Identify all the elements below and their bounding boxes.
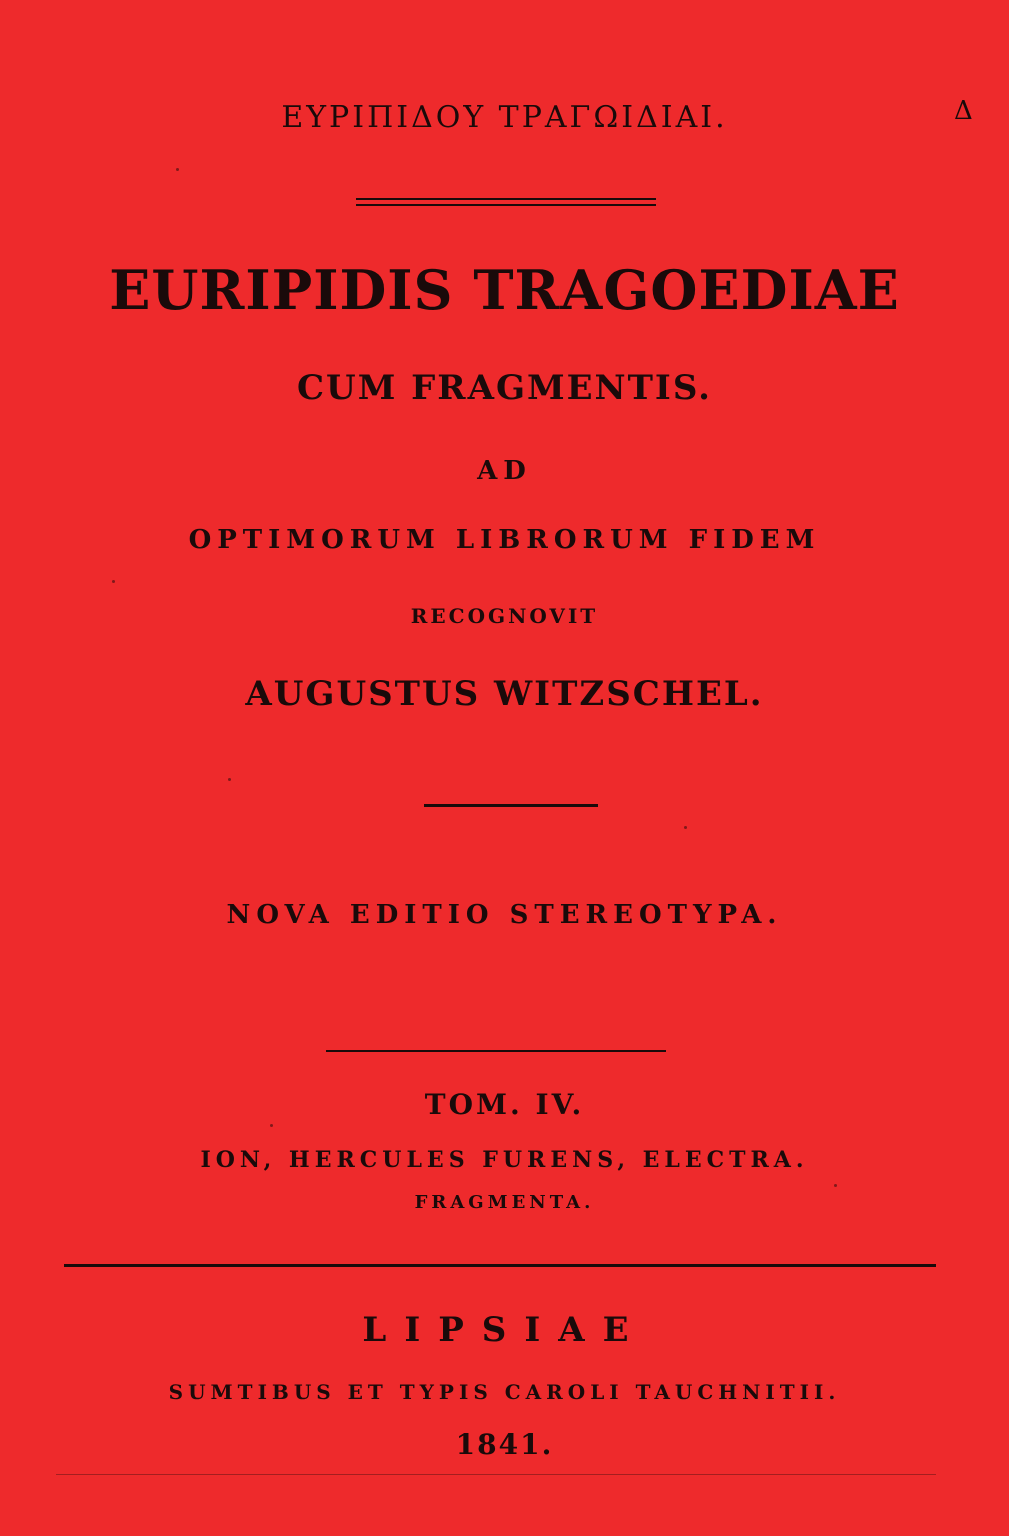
year-line: 1841. — [455, 1428, 554, 1461]
greek-title: ΕΥΡΙΠΙΔΟΥ ΤΡΑΓΩΙΔΙΑΙ. — [281, 100, 728, 135]
edition-line: NOVA EDITIO STEREOTYPA. — [226, 900, 783, 930]
city-line: LIPSIAE — [362, 1310, 647, 1350]
long-rule — [64, 1264, 936, 1267]
volume-line: TOM. IV. — [424, 1088, 585, 1121]
print-speck — [834, 1184, 837, 1187]
fragmenta-line: FRAGMENTA. — [414, 1192, 595, 1213]
double-rule-top — [356, 198, 656, 206]
ad-line: AD — [477, 456, 532, 486]
print-speck — [112, 580, 115, 583]
publisher-line: SUMTIBUS ET TYPIS CAROLI TAUCHNITII. — [168, 1380, 841, 1404]
subtitle: CUM FRAGMENTIS. — [296, 368, 712, 408]
fidem-line: OPTIMORUM LIBRORUM FIDEM — [188, 525, 821, 555]
short-rule — [424, 804, 598, 807]
mid-rule — [326, 1050, 666, 1052]
corner-mark: Δ — [954, 96, 973, 126]
print-speck — [176, 168, 179, 171]
editor-name: AUGUSTUS WITZSCHEL. — [245, 674, 764, 714]
recognovit-line: RECOGNOVIT — [410, 604, 599, 628]
print-speck — [270, 1124, 273, 1127]
print-speck — [684, 826, 687, 829]
main-title: EURIPIDIS TRAGOEDIAE — [109, 258, 900, 322]
contents-line: ION, HERCULES FURENS, ELECTRA. — [200, 1147, 809, 1173]
print-speck — [228, 778, 231, 781]
bottom-dotted-rule — [56, 1474, 936, 1475]
